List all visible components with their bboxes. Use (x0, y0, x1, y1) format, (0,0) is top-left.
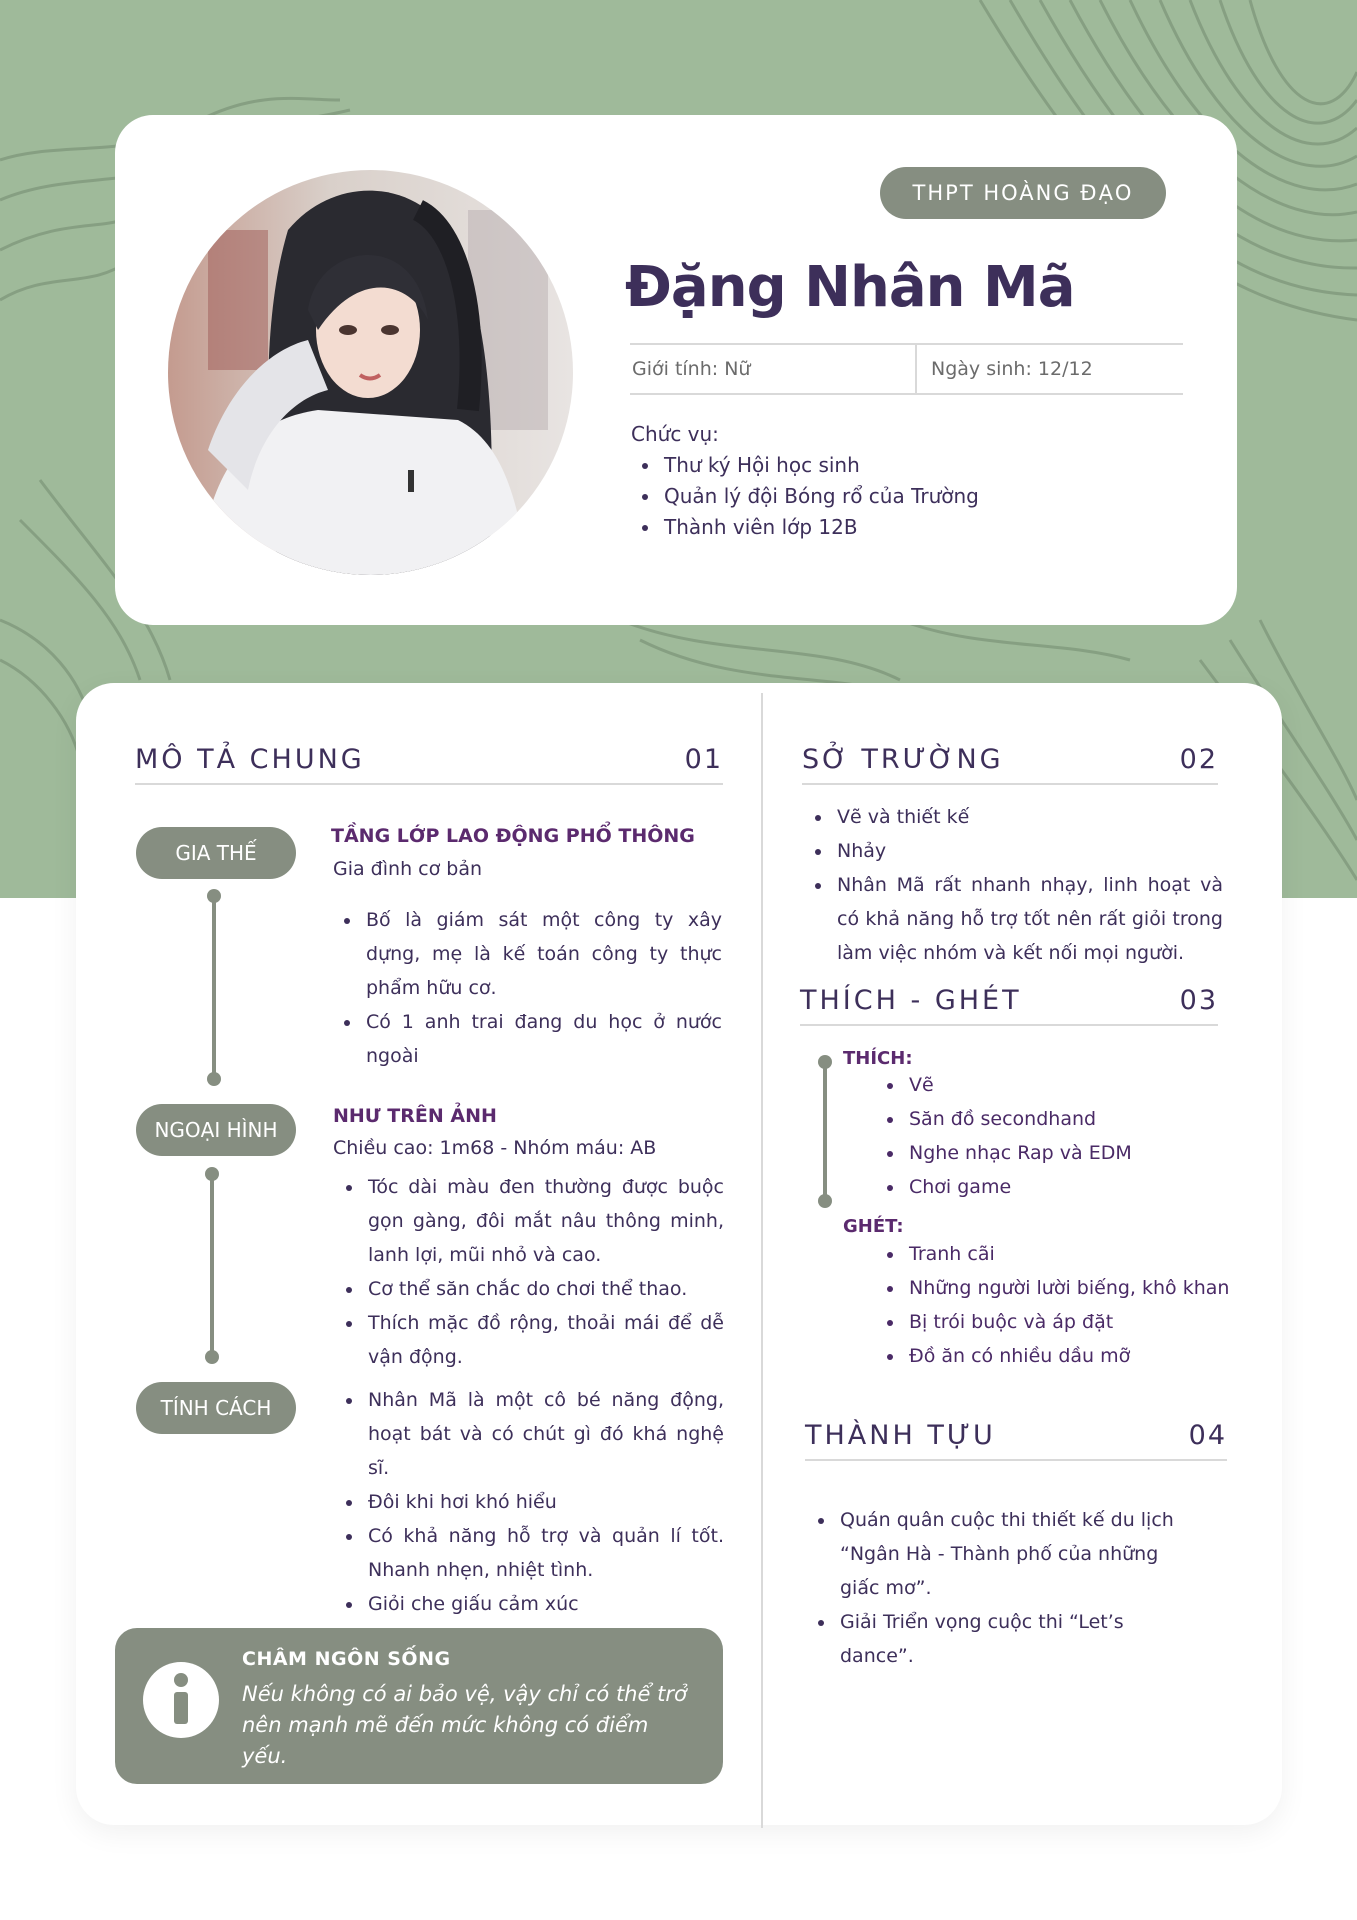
section-title: MÔ TẢ CHUNG (135, 744, 365, 775)
like-list (909, 1068, 1229, 1204)
appearance-title: NHƯ TRÊN ẢNH (333, 1105, 497, 1127)
list-item: Có 1 anh trai đang du học ở nước ngoài (366, 1005, 722, 1073)
family-title: TẦNG LỚP LAO ĐỘNG PHỔ THÔNG (331, 825, 695, 847)
school-badge: THPT HOÀNG ĐẠO (880, 167, 1166, 219)
list-item: Tóc dài màu đen thường được buộc gọn gàng, đôi mắt nâu thông minh, lanh lợi, mũi nhỏ và cao. (368, 1170, 724, 1272)
motto-title: CHÂM NGÔN SỐNG (242, 1648, 451, 1670)
likes-heading (800, 985, 1218, 1026)
portrait-illustration (168, 170, 573, 575)
list-item: Chơi game (909, 1170, 1229, 1204)
appearance-list (368, 1170, 724, 1374)
timeline-dot (818, 1194, 832, 1208)
list-item: Thư ký Hội học sinh (664, 450, 979, 481)
pill-family: GIA THẾ (136, 827, 296, 879)
list-item: Nhân Mã rất nhanh nhạy, linh hoạt và có khả năng hỗ trợ tốt nên rất giỏi trong làm việc nhóm và kết nối mọi người. (837, 868, 1223, 970)
list-item: Quản lý đội Bóng rổ của Trường (664, 481, 979, 512)
list-item: Có khả năng hỗ trợ và quản lí tốt. Nhanh nhẹn, nhiệt tình. (368, 1519, 724, 1587)
gender-field: Giới tính: Nữ (630, 345, 917, 393)
family-subtitle: Gia đình cơ bản (333, 858, 483, 880)
list-item: Nghe nhạc Rap và EDM (909, 1136, 1229, 1170)
personality-list (368, 1383, 724, 1621)
timeline-dot (205, 1350, 219, 1364)
achievements-heading (805, 1420, 1227, 1461)
list-item: Những người lười biếng, khô khan (909, 1271, 1249, 1305)
dob-field: Ngày sinh: 12/12 (931, 358, 1093, 380)
info-icon (143, 1662, 219, 1738)
dislike-list (909, 1237, 1249, 1373)
list-item: Nhảy (837, 834, 1223, 868)
avatar (168, 170, 573, 575)
list-item: Nhân Mã là một cô bé năng động, hoạt bát và có chút gì đó khá nghệ sĩ. (368, 1383, 724, 1485)
section-number: 02 (1179, 744, 1218, 775)
list-item: Cơ thể săn chắc do chơi thể thao. (368, 1272, 724, 1306)
achievements-list (840, 1503, 1180, 1673)
strengths-heading (802, 744, 1218, 785)
dislike-label: GHÉT: (843, 1216, 904, 1237)
list-item: Giải Triển vọng cuộc thi “Let’s dance”. (840, 1605, 1180, 1673)
section-title: SỞ TRƯỜNG (802, 744, 1004, 775)
timeline-dot (207, 1072, 221, 1086)
list-item: Bố là giám sát một công ty xây dựng, mẹ là kế toán công ty thực phẩm hữu cơ. (366, 903, 722, 1005)
appearance-subtitle: Chiều cao: 1m68 - Nhóm máu: AB (333, 1137, 657, 1159)
list-item: Thành viên lớp 12B (664, 512, 979, 543)
list-item: Vẽ (909, 1068, 1229, 1102)
like-label: THÍCH: (843, 1048, 913, 1069)
timeline-line (210, 1174, 214, 1356)
role-label: Chức vụ: (631, 422, 719, 446)
section-title: THÀNH TỰU (805, 1420, 996, 1451)
column-divider (761, 693, 763, 1828)
section-title: THÍCH - GHÉT (800, 985, 1022, 1016)
info-row (630, 343, 1183, 395)
list-item: Giỏi che giấu cảm xúc (368, 1587, 724, 1621)
section-number: 04 (1188, 1420, 1227, 1451)
list-item: Đồ ăn có nhiều dầu mỡ (909, 1339, 1249, 1373)
timeline-line (212, 896, 216, 1078)
list-item: Đôi khi hơi khó hiểu (368, 1485, 724, 1519)
strengths-list (837, 800, 1223, 970)
list-item: Vẽ và thiết kế (837, 800, 1223, 834)
motto-box (115, 1628, 723, 1784)
family-list (366, 903, 722, 1073)
list-item: Bị trói buộc và áp đặt (909, 1305, 1249, 1339)
pill-appearance: NGOẠI HÌNH (136, 1104, 296, 1156)
motto-text: Nếu không có ai bảo vệ, vậy chỉ có thể trở nên mạnh mẽ đến mức không có điểm yếu. (242, 1682, 687, 1768)
profile-card (115, 115, 1237, 625)
description-heading (135, 744, 723, 785)
list-item: Thích mặc đồ rộng, thoải mái để dễ vận động. (368, 1306, 724, 1374)
list-item: Tranh cãi (909, 1237, 1249, 1271)
section-number: 03 (1179, 985, 1218, 1016)
person-name: Đặng Nhân Mã (625, 255, 1075, 320)
list-item: Săn đồ secondhand (909, 1102, 1229, 1136)
role-list (664, 450, 979, 543)
list-item: Quán quân cuộc thi thiết kế du lịch “Ngân Hà - Thành phố của những giấc mơ”. (840, 1503, 1180, 1605)
section-number: 01 (684, 744, 723, 775)
timeline-line (823, 1062, 827, 1200)
pill-personality: TÍNH CÁCH (136, 1382, 296, 1434)
